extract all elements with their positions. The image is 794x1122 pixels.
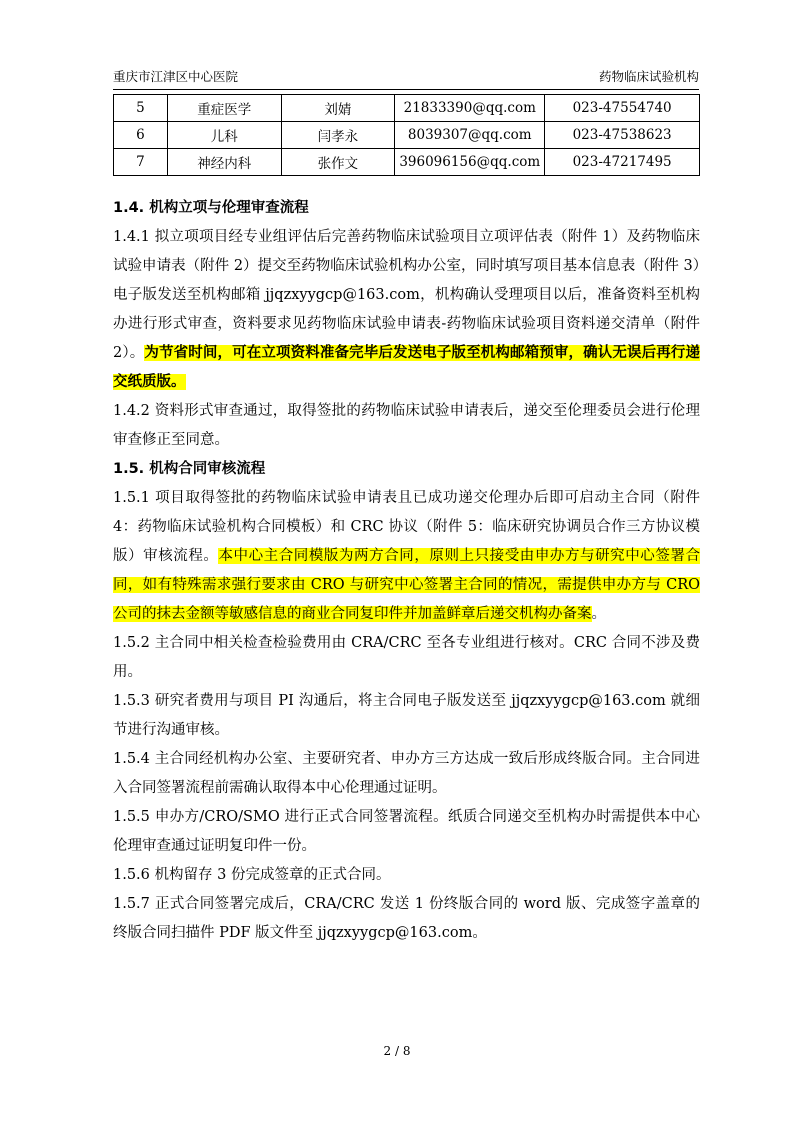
table-cell: 396096156@qq.com xyxy=(395,149,545,176)
table-cell: 张作文 xyxy=(281,149,395,176)
table-cell: 8039307@qq.com xyxy=(395,122,545,149)
table-cell: 6 xyxy=(114,122,168,149)
header-institution-name: 药物临床试验机构 xyxy=(598,69,699,84)
section-1-4-heading: 1.4. 机构立项与伦理审查流程 xyxy=(113,200,309,216)
page-number: 2 / 8 xyxy=(383,1044,411,1058)
table-cell: 7 xyxy=(114,149,168,176)
paragraph-1-5-7: 1.5.7 正式合同签署完成后，CRA/CRC 发送 1 份终版合同的 word 版、完成签字盖章的终版合同扫描件 PDF 版文件至 jjqzxyygcp@163.com。 xyxy=(113,896,700,941)
table-cell: 21833390@qq.com xyxy=(395,95,545,122)
table-cell: 刘婧 xyxy=(281,95,395,122)
contacts-table xyxy=(113,94,700,176)
paragraph-1-5-2: 1.5.2 主合同中相关检查检验费用由 CRA/CRC 至各专业组进行核对。CRC 合同不涉及费用。 xyxy=(113,635,700,680)
paragraph-1-5-6: 1.5.6 机构留存 3 份完成签章的正式合同。 xyxy=(113,867,391,883)
table-cell: 023-47538623 xyxy=(545,122,700,149)
paragraph-1-4-2: 1.4.2 资料形式审查通过，取得签批的药物临床试验申请表后，递交至伦理委员会进行伦理审查修正至同意。 xyxy=(113,403,700,448)
table-row xyxy=(114,149,700,176)
header-hospital-name: 重庆市江津区中心医院 xyxy=(113,69,239,84)
paragraph-1-5-4: 1.5.4 主合同经机构办公室、主要研究者、申办方三方达成一致后形成终版合同。主合同进入合同签署流程前需确认取得本中心伦理通过证明。 xyxy=(113,751,700,796)
table-row xyxy=(114,122,700,149)
paragraph-1-4-1: 1.4.1 拟立项项目经专业组评估后完善药物临床试验项目立项评估表（附件 1）及药物临床试验申请表（附件 2）提交至药物临床试验机构办公室，同时填写项目基本信息表（附件 3）电子版发送至机构邮箱 jjqzxyygcp@163.com，机构确认受理项目以后，准备资料至机构办进行形式审查，资料要求见药物临床试验申请表-药物临床试验项目资料递交清单（附件 2）。为节省时间，可在立项资料准备完毕后发送电子版至机构邮箱预审，确认无误后再行递交纸质版。 xyxy=(113,229,700,390)
document-body xyxy=(113,194,700,948)
page-header xyxy=(113,63,699,90)
paragraph-1-5-1: 1.5.1 项目取得签批的药物临床试验申请表且已成功递交伦理办后即可启动主合同（附件 4：药物临床试验机构合同模板）和 CRC 协议（附件 5：临床研究协调员合作三方协议模版）审核流程。本中心主合同模版为两方合同，原则上只接受由申办方与研究中心签署合同，如有特殊需求强行要求由 CRO 与研究中心签署主合同的情况，需提供申办方与 CRO 公司的抹去金额等敏感信息的商业合同复印件并加盖鲜章后递交机构办备案。 xyxy=(113,490,701,622)
table-cell: 023-47554740 xyxy=(545,95,700,122)
paragraph-1-5-5: 1.5.5 申办方/CRO/SMO 进行正式合同签署流程。纸质合同递交至机构办时需提供本中心伦理审查通过证明复印件一份。 xyxy=(113,809,700,854)
highlight-1-5-1: 本中心主合同模版为两方合同，原则上只接受由申办方与研究中心签署合同，如有特殊需求强行要求由 CRO 与研究中心签署主合同的情况，需提供申办方与 CRO 公司的抹去金额等敏感信息的商业合同复印件并加盖鲜章后递交机构办备案 xyxy=(113,548,701,622)
table-cell: 神经内科 xyxy=(167,149,281,176)
section-1-5-heading: 1.5. 机构合同审核流程 xyxy=(113,461,266,477)
table-cell: 儿科 xyxy=(167,122,281,149)
table-cell: 023-47217495 xyxy=(545,149,700,176)
table-cell: 重症医学 xyxy=(167,95,281,122)
highlight-1-4-1: 为节省时间，可在立项资料准备完毕后发送电子版至机构邮箱预审，确认无误后再行递交纸质版。 xyxy=(113,345,700,390)
table-cell: 5 xyxy=(114,95,168,122)
table-row xyxy=(114,95,700,122)
paragraph-1-5-3: 1.5.3 研究者费用与项目 PI 沟通后，将主合同电子版发送至 jjqzxyygcp@163.com 就细节进行沟通审核。 xyxy=(113,693,700,738)
table-cell: 闫孝永 xyxy=(281,122,395,149)
